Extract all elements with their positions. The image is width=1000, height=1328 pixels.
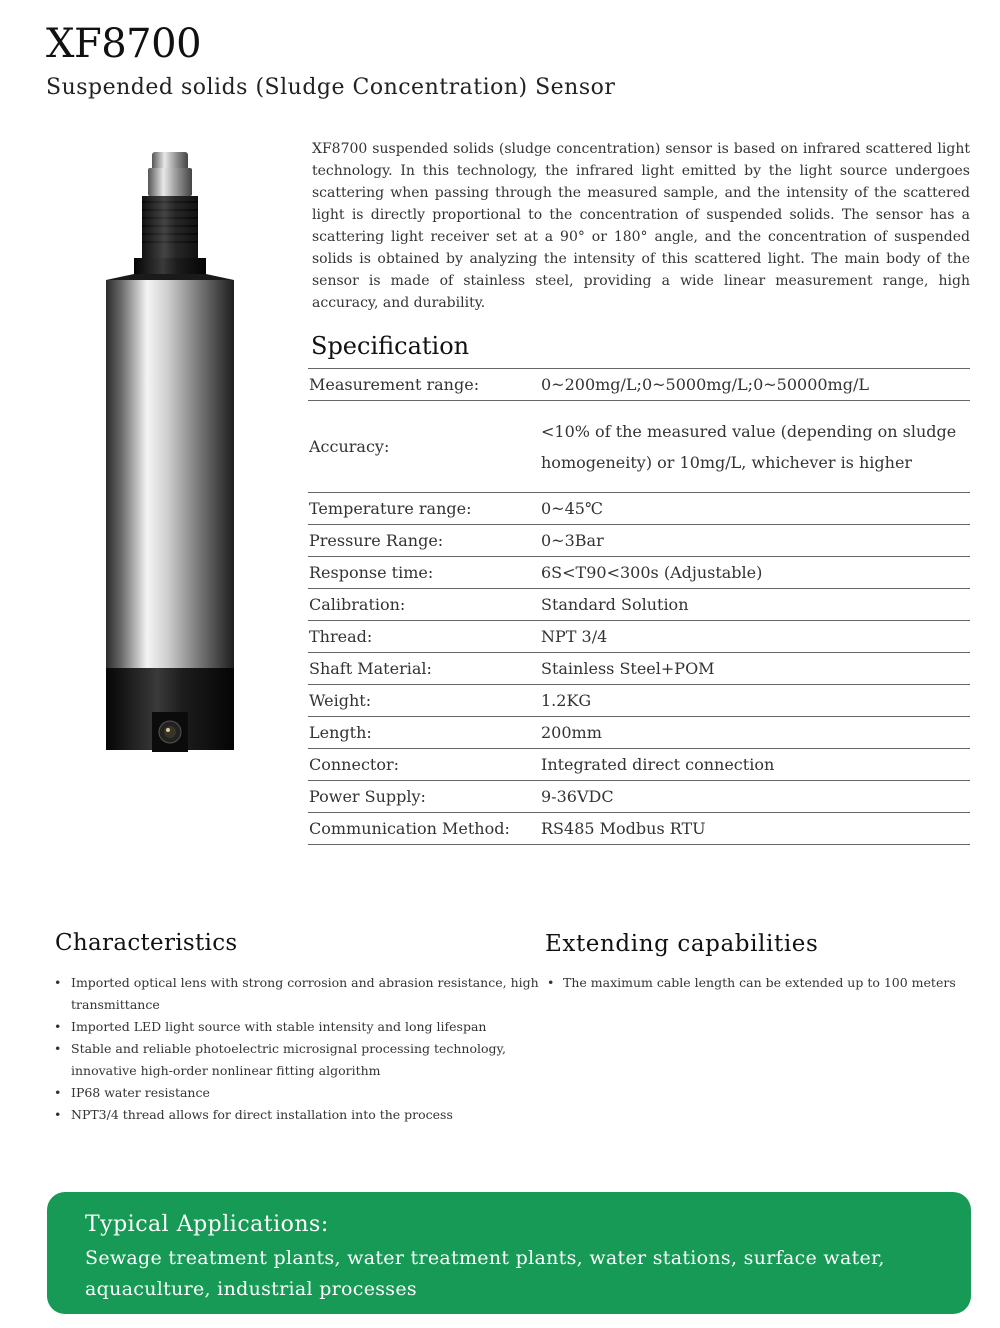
spec-value: 0~200mg/L;0~5000mg/L;0~50000mg/L xyxy=(541,375,869,394)
spec-row xyxy=(308,525,970,557)
spec-label: Calibration: xyxy=(309,595,406,614)
spec-value: Standard Solution xyxy=(541,595,689,614)
spec-value: Integrated direct connection xyxy=(541,755,775,774)
typical-applications-panel xyxy=(47,1192,971,1314)
product-description: XF8700 suspended solids (sludge concentration) sensor is based on infrared scattered light technology. In this technology, the infrared light emitted by the light source undergoes scattering when passing through the measured sample, and the intensity of the scattered light is directly proportional to the concentration of suspended solids. The sensor has a scattering light receiver set at a 90° or 180° angle, and the concentration of suspended solids is obtained by analyzing the intensity of this scattered light. The main body of the sensor is made of stainless steel, providing a wide linear measurement range, high accuracy, and durability. xyxy=(312,141,970,311)
applications-heading: Typical Applications: xyxy=(85,1212,329,1237)
list-item: • NPT3/4 thread allows for direct installation into the process xyxy=(52,1104,572,1126)
spec-value: RS485 Modbus RTU xyxy=(541,819,706,838)
spec-value: Stainless Steel+POM xyxy=(541,659,715,678)
spec-row xyxy=(308,781,970,813)
spec-value: 6S<T90<300s (Adjustable) xyxy=(541,563,763,582)
spec-row xyxy=(308,813,970,845)
spec-label: Pressure Range: xyxy=(309,531,444,550)
spec-row xyxy=(308,493,970,525)
spec-label: Thread: xyxy=(309,627,373,646)
spec-value: 1.2KG xyxy=(541,691,592,710)
specification-table xyxy=(308,368,970,845)
spec-value: 0~45℃ xyxy=(541,499,603,518)
spec-label: Power Supply: xyxy=(309,787,426,806)
spec-label: Weight: xyxy=(309,691,372,710)
product-title: XF8700 xyxy=(46,21,202,67)
characteristics-list xyxy=(52,972,572,1126)
spec-value: 200mm xyxy=(541,723,602,742)
list-item: • Imported LED light source with stable intensity and long lifespan xyxy=(52,1016,572,1038)
spec-label: Shaft Material: xyxy=(309,659,432,678)
spec-label: Temperature range: xyxy=(309,499,472,518)
spec-row xyxy=(308,653,970,685)
spec-label: Communication Method: xyxy=(309,819,510,838)
extending-capabilities-list xyxy=(545,972,985,994)
spec-label: Measurement range: xyxy=(309,375,480,394)
spec-value: <10% of the measured value (depending on sludge homogeneity) or 10mg/L, whichever is higher xyxy=(541,421,957,472)
list-item: • Imported optical lens with strong corrosion and abrasion resistance, high transmittance xyxy=(52,972,572,1016)
spec-row xyxy=(308,685,970,717)
spec-row xyxy=(308,717,970,749)
spec-row xyxy=(308,589,970,621)
spec-row xyxy=(308,557,970,589)
spec-label: Accuracy: xyxy=(309,437,390,456)
spec-label: Length: xyxy=(309,723,372,742)
spec-value: NPT 3/4 xyxy=(541,627,608,646)
sensor-image xyxy=(100,140,280,780)
product-subtitle: Suspended solids (Sludge Concentration) Sensor xyxy=(46,75,616,100)
list-item: • The maximum cable length can be extended up to 100 meters xyxy=(545,972,985,994)
applications-text: Sewage treatment plants, water treatment plants, water stations, surface water, aquaculture, industrial processes xyxy=(85,1247,885,1300)
list-item: • Stable and reliable photoelectric microsignal processing technology, innovative high-order nonlinear fitting algorithm xyxy=(52,1038,572,1082)
list-item: • IP68 water resistance xyxy=(52,1082,572,1104)
extending-capabilities-heading: Extending capabilities xyxy=(545,931,819,957)
spec-label: Response time: xyxy=(309,563,434,582)
spec-value: 9-36VDC xyxy=(541,787,614,806)
spec-row xyxy=(308,749,970,781)
spec-value: 0~3Bar xyxy=(541,531,604,550)
spec-label: Connector: xyxy=(309,755,400,774)
specification-heading: Specification xyxy=(311,332,470,360)
spec-row xyxy=(308,621,970,653)
characteristics-heading: Characteristics xyxy=(55,930,238,956)
spec-row xyxy=(308,401,970,493)
spec-row xyxy=(308,369,970,401)
